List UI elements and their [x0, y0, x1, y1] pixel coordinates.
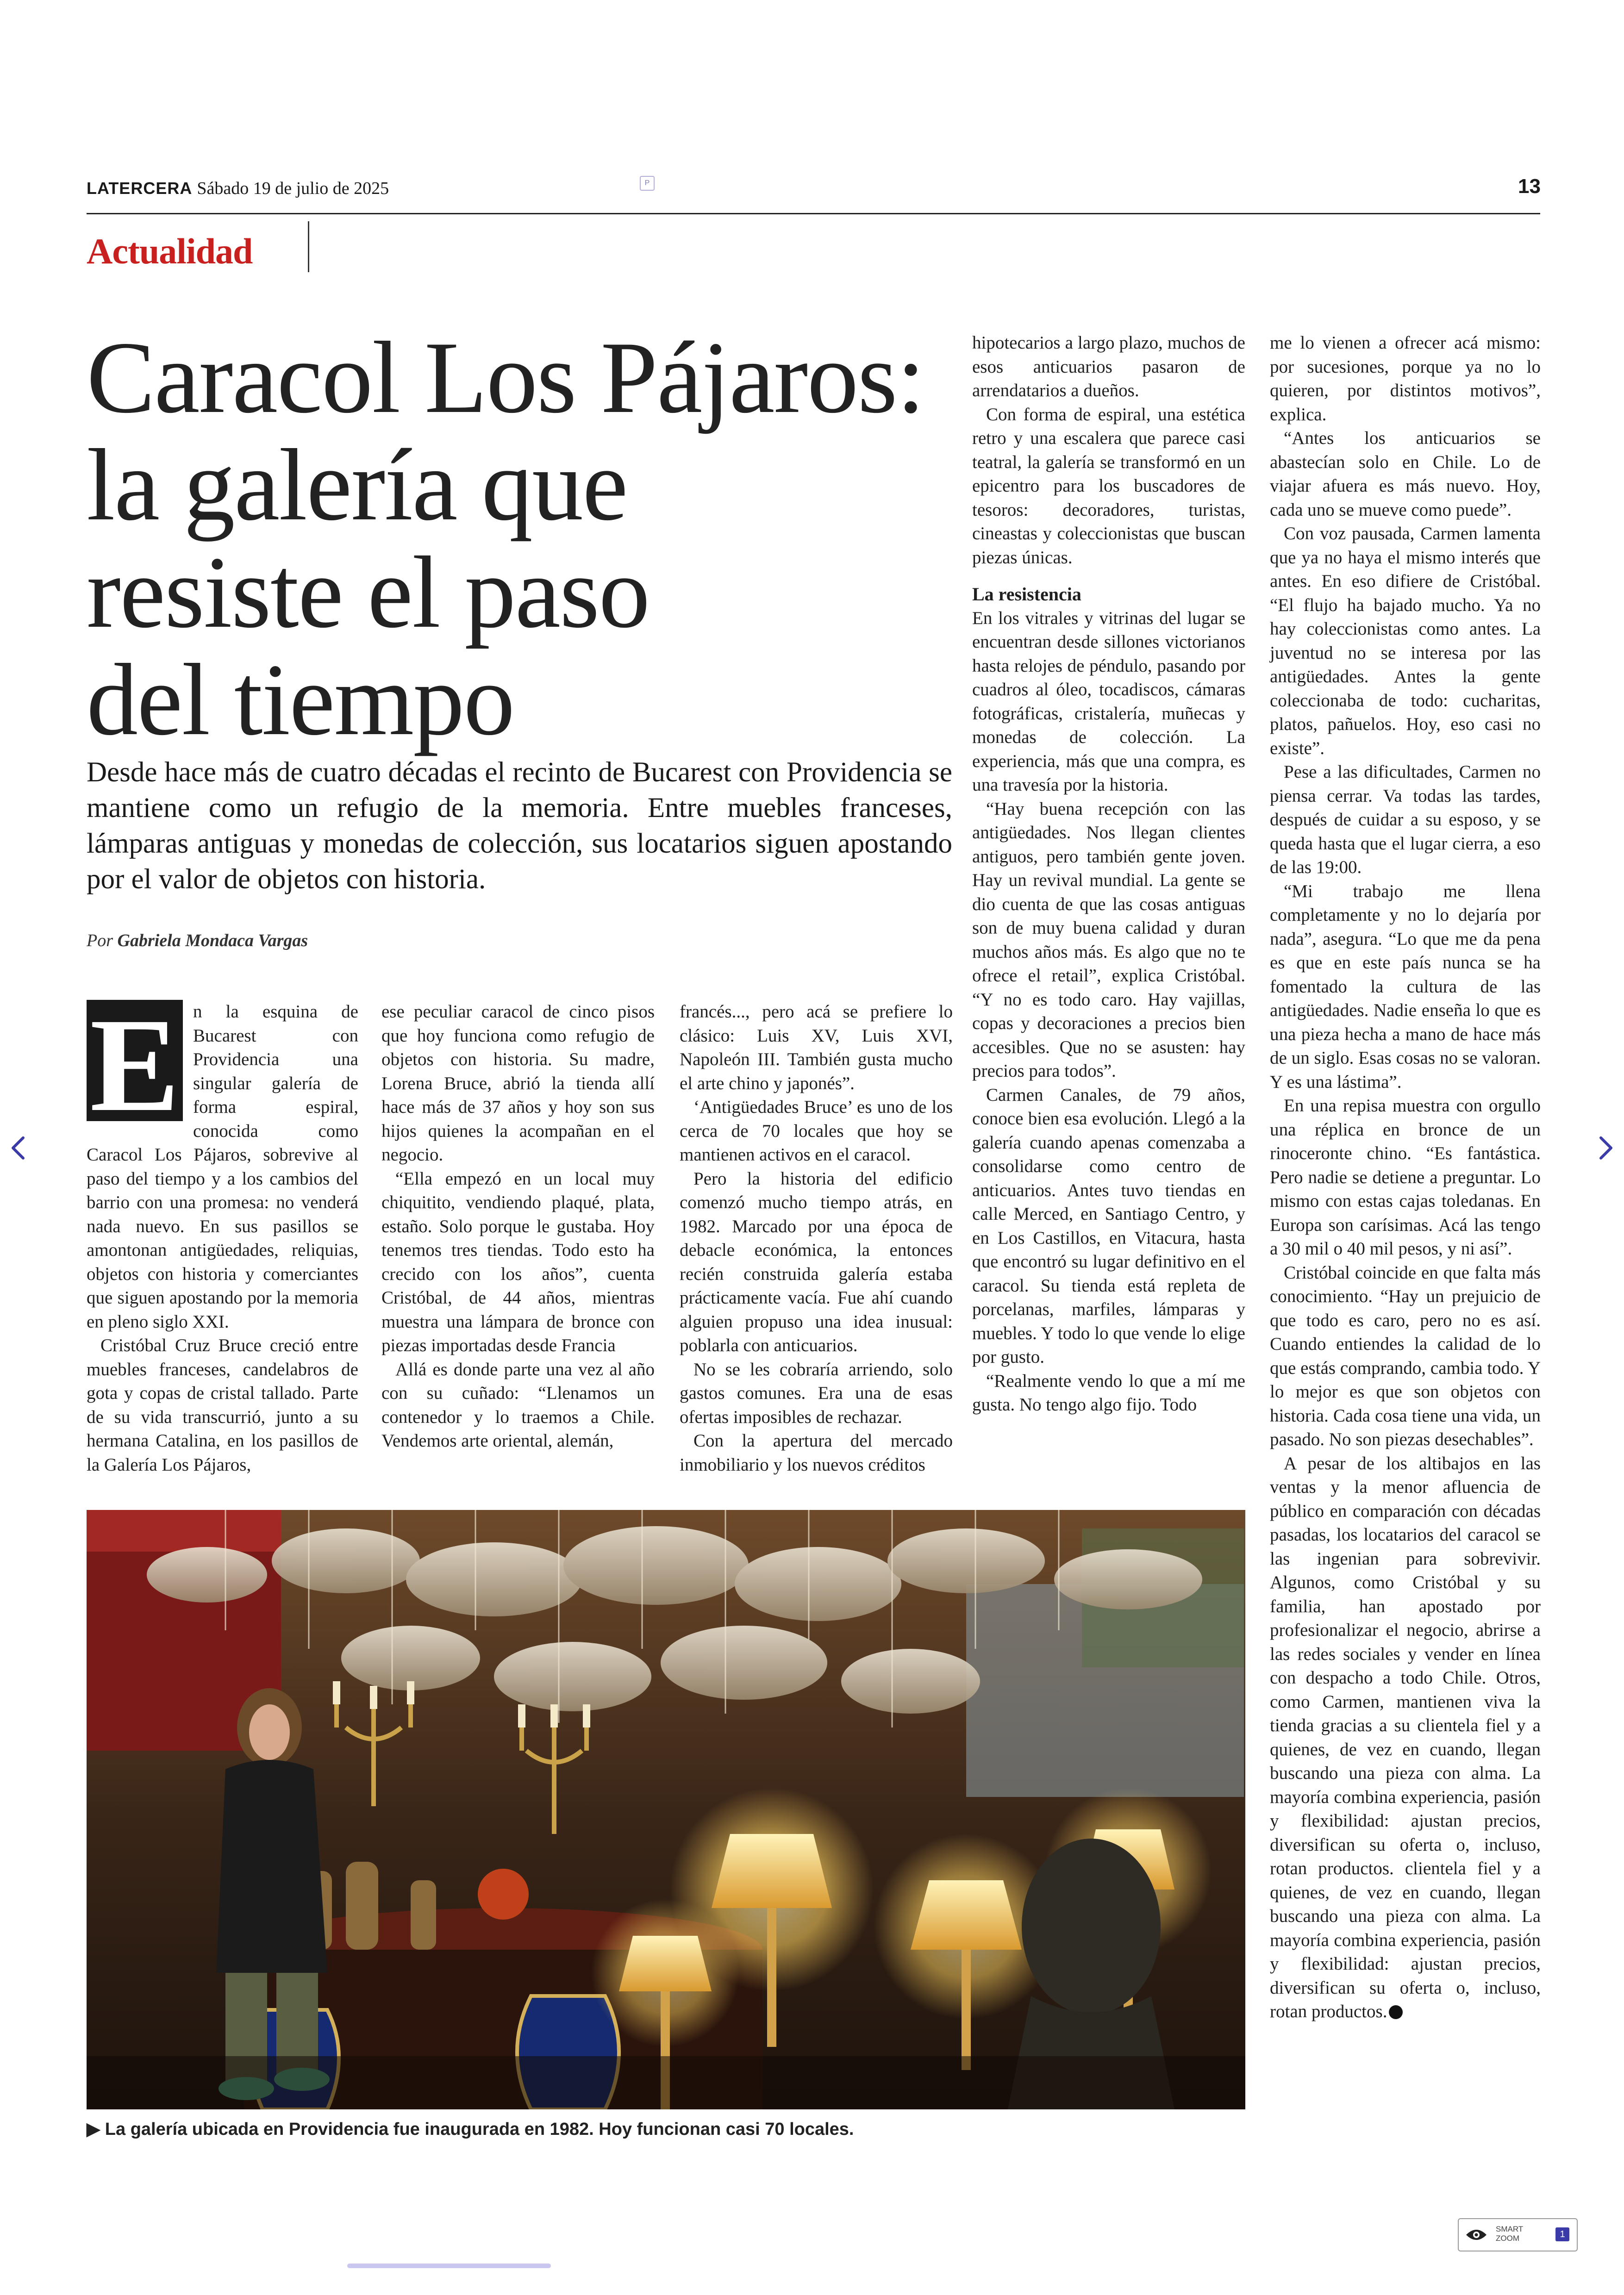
- drop-cap-letter: [87, 1000, 183, 1121]
- paragraph: Con forma de espiral, una estética retro y una escalera que parece casi teatral, la galería se transformó en un epicentro para los buscadores de tesoros: decoradores, turistas, cineastas y coleccionistas que buscan piezas únicas.: [972, 404, 1245, 568]
- smart-zoom-label-line: SMART: [1496, 2225, 1524, 2233]
- paragraph: [87, 1000, 358, 1334]
- paragraph: [1270, 1452, 1541, 2024]
- paragraph: “Antes los anticuarios se abastecían solo en Chile. Lo de viajar afuera es más nuevo. Hoy, cada uno se mueve como puede”.: [1270, 428, 1541, 520]
- paragraph: Con la apertura del mercado inmobiliario y los nuevos créditos: [680, 1431, 953, 1475]
- header-divider: [87, 213, 1540, 214]
- headline-line: resiste el paso: [87, 536, 650, 649]
- standfirst: Desde hace más de cuatro décadas el recinto de Bucarest con Providencia se mantiene como un refugio de la memoria. Entre muebles franceses, lámparas antiguas y monedas de colección, sus locatarios siguen apostando por el valor de objetos con historia.: [87, 757, 952, 895]
- caption-text: La galería ubicada en Providencia fue inaugurada en 1982. Hoy funcionan casi 70 locales.: [105, 2120, 854, 2139]
- smart-zoom-button[interactable]: [1458, 2218, 1578, 2251]
- paragraph: Pero la historia del edificio comenzó mucho tiempo atrás, en 1982. Marcado por una época de debacle económica, la entonces recién construida galería estaba prácticamente vacía. Fue ahí cuando alguien propuso una idea inusual: poblarla con anticuarios.: [680, 1168, 953, 1355]
- headline-line: la galería que: [87, 428, 627, 542]
- subhead: La resistencia: [972, 584, 1081, 605]
- brand-name: LATERCERA: [87, 179, 193, 198]
- article-column-4: [972, 331, 1245, 1417]
- paragraph-text: n la esquina de Bucarest con Providencia una singular galería de forma espiral, conocida como Caracol Los Pájaros, sobrevive al paso del tiempo y a los cambios del barrio con una promesa: no venderá nada nuevo. En sus pasillos se amontonan antigüedades, reliquias, objetos con historia y comerciantes que siguen apostando por la memoria en pleno siglo XXI.: [87, 1002, 358, 1332]
- previous-page-button[interactable]: [5, 1129, 32, 1166]
- section-divider: [308, 221, 309, 272]
- page-number: 13: [1518, 175, 1541, 198]
- byline-author: Gabriela Mondaca Vargas: [117, 931, 308, 950]
- article-column-5: [1270, 331, 1541, 2024]
- paragraph: En los vitrales y vitrinas del lugar se encuentran desde sillones victorianos hasta relojes de péndulo, pasando por cuadros al óleo, tocadiscos, cámaras fotográficas, cristalería, muñecas y monedas de colección. La experiencia, más que una compra, es una travesía por la historia.: [972, 608, 1245, 795]
- byline-prefix: Por: [87, 931, 113, 950]
- paragraph: “Mi trabajo me llena completamente y no lo dejaría por nada”, asegura. “Lo que me da pena es que en este país nunca se ha fomentado la cultura de las antigüedades. Nadie enseña lo que es una pieza hecha a mano de hace más de un siglo. Esas cosas no se valoran. Y es una lástima”.: [1270, 881, 1541, 1092]
- headline-line: del tiempo: [87, 643, 514, 757]
- paragraph: Con voz pausada, Carmen lamenta que ya no haya el mismo interés que antes. En eso difiere de Cristóbal. “El flujo ha bajado mucho. Ya no hay coleccionistas como antes. La juventud no se interesa por las antigüedades. Antes la gente coleccionaba de todo: cucharitas, platos, pañuelos. Hoy, eso casi no existe”.: [1270, 524, 1541, 758]
- article-photo: [87, 1510, 1245, 2109]
- antique-shop-photo: [87, 1510, 1245, 2109]
- paragraph: “Realmente vendo lo que a mí me gusta. No tengo algo fijo. Todo: [972, 1371, 1245, 1415]
- svg-text:E: E: [90, 1000, 180, 1121]
- page-marker-icon: P: [640, 176, 655, 191]
- chevron-right-icon: [1592, 1129, 1619, 1166]
- article-column-1: [87, 1000, 358, 1477]
- paragraph: francés..., pero acá se prefiere lo clásico: Luis XV, Luis XVI, Napoleón III. También gusta mucho el arte chino y japonés”.: [680, 1002, 953, 1093]
- paragraph: ese peculiar caracol de cinco pisos que hoy funciona como refugio de objetos con historia. Su madre, Lorena Bruce, abrió la tienda allí hace más de 37 años y hoy son sus hijos quienes la acompañan en el negocio.: [381, 1002, 655, 1165]
- paragraph-text: A pesar de los altibajos en las ventas y la menor afluencia de público en comparación con décadas pasadas, los locatarios del caracol se las ingenian para sobrevivir. Algunos, como Cristóbal y su familia, han apostado por profesionalizar el negocio, abrirse a las redes sociales y vender en línea con despacho a todo Chile. Otros, como Carmen, mantienen viva la tienda gracias a su clientela fiel y a quienes, de vez en cuando, llegan buscando una pieza con alma. La mayoría combina experiencia, pasión y flexibilidad: ajustan precios, diversifican su oferta o, incluso, rotan productos. clientela fiel y a quienes, de vez en cuando, llegan buscando una pieza con alma. La mayoría combina experiencia, pasión y flexibilidad: ajustan precios, diversifican su oferta o, incluso, rotan productos.: [1270, 1453, 1541, 2021]
- paragraph: Carmen Canales, de 79 años, conoce bien esa evolución. Llegó a la galería cuando apenas comenzaba a consolidarse como centro de anticuarios. Antes tuvo tiendas en calle Merced, en Santiago Centro, y en Los Castillos, en Vitacura, hasta que encontró su lugar definitivo en el caracol. Su tienda está repleta de porcelanas, marfiles, lámparas y muebles. Y todo lo que vende lo elige por gusto.: [972, 1085, 1245, 1367]
- paragraph: me lo vienen a ofrecer acá mismo: por sucesiones, porque ya no lo quieren, por distintos motivos”, explica.: [1270, 333, 1541, 424]
- paragraph: No se les cobraría arriendo, solo gastos comunes. Era una de esas ofertas imposibles de rechazar.: [680, 1359, 953, 1427]
- page-scroll-progress[interactable]: [347, 2264, 551, 2268]
- drop-cap: [87, 1000, 183, 1121]
- eye-icon: [1465, 2227, 1487, 2242]
- paragraph: Cristóbal Cruz Bruce creció entre muebles franceses, candelabros de gota y copas de cristal tallado. Parte de su vida transcurrió, junto a su hermana Catalina, en los pasillos de la Galería Los Pájaros,: [87, 1335, 358, 1475]
- paragraph: En una repisa muestra con orgullo una réplica en bronce de un rinoceronte chino. “Es fantástica. Pero nadie se detiene a preguntar. Lo mismo con estas cajas toledanas. En Europa son carísimas. Acá las tengo a 30 mil o 40 mil pesos, y ni así”.: [1270, 1096, 1541, 1259]
- paragraph: “Hay buena recepción con las antigüedades. Nos llegan clientes antiguos, pero también gente joven. Hay un revival mundial. La gente se dio cuenta de que las cosas antiguas son de muy buena calidad y duran muchos años más. Es algo que no te ofrece el retail”, explica Cristóbal. “Y no es todo caro. Hay vajillas, copas y decoraciones a precios bien accesibles. Que no se asusten: hay precios para todos”.: [972, 798, 1245, 1081]
- headline: [87, 321, 966, 757]
- article-column-3: [680, 1000, 953, 1477]
- section-label: Actualidad: [87, 231, 253, 271]
- headline-line: Caracol Los Pájaros:: [87, 321, 924, 435]
- paragraph: Cristóbal coincide en que falta más conocimiento. “Hay un prejuicio de que todo es caro, pero no es así. Cuando entiendes la calidad de lo que estás comprando, cambia todo. Y lo mejor es que son objetos con historia. Cada cosa tiene una vida, un pasado. No son piezas desechables”.: [1270, 1262, 1541, 1449]
- triangle-right-icon: ▶: [87, 2120, 100, 2139]
- zoom-level-badge: 1: [1555, 2227, 1569, 2241]
- paragraph: Allá es donde parte una vez al año con su cuñado: “Llenamos un contenedor y lo traemos a Chile. Vendemos arte oriental, alemán,: [381, 1359, 655, 1451]
- paragraph: Pese a las dificultades, Carmen no piensa cerrar. Va todas las tardes, después de cuidar a su esposo, y se queda hasta que el lugar cierra, a eso de las 19:00.: [1270, 762, 1541, 877]
- next-page-button[interactable]: [1592, 1129, 1619, 1166]
- article-column-2: [381, 1000, 655, 1453]
- paragraph: hipotecarios a largo plazo, muchos de esos anticuarios pasaron de arrendatarios a dueños.: [972, 333, 1245, 400]
- bullet-icon: [1389, 2005, 1403, 2019]
- photo-caption: [87, 2119, 854, 2139]
- paragraph: ‘Antigüedades Bruce’ es uno de los cerca de 70 locales que hoy se mantienen activos en el caracol.: [680, 1097, 953, 1165]
- smart-zoom-label-line: ZOOM: [1496, 2234, 1519, 2243]
- byline: [87, 930, 308, 951]
- masthead: [87, 178, 389, 199]
- chevron-left-icon: [5, 1129, 32, 1166]
- smart-zoom-label: [1496, 2225, 1523, 2243]
- issue-date: Sábado 19 de julio de 2025: [197, 179, 389, 198]
- paragraph: “Ella empezó en un local muy chiquitito, vendiendo plaqué, plata, estaño. Solo porque le gustaba. Hoy tenemos tres tiendas. Todo esto ha crecido con los años”, cuenta Cristóbal, de 44 años, mientras muestra una lámpara de bronce con piezas importadas desde Francia: [381, 1168, 655, 1355]
